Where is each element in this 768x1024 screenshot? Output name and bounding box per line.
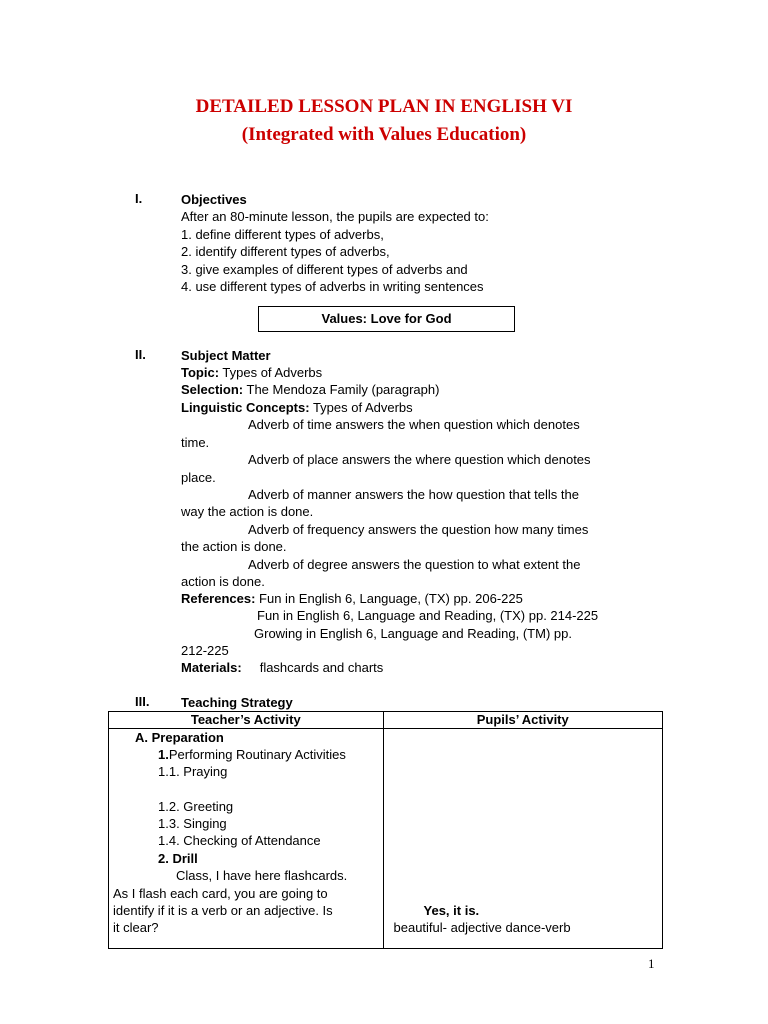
section1-numeral: I. [135, 191, 143, 206]
routine-number: 1. [158, 747, 169, 762]
section3-heading: Teaching Strategy [181, 695, 293, 710]
table-row [109, 729, 663, 949]
document-subtitle: (Integrated with Values Education) [241, 124, 527, 145]
preparation-heading: A. Preparation [135, 730, 224, 745]
materials-label: Materials: [181, 660, 242, 675]
concept-line: Adverb of manner answers the how question that tells the [248, 487, 579, 502]
concept-line: action is done. [181, 574, 265, 589]
materials-value: flashcards and charts [259, 660, 384, 675]
teaching-strategy-table [108, 711, 663, 949]
drill-line: Class, I have here flashcards. [176, 868, 348, 883]
topic-label: Topic: [181, 365, 220, 380]
concept-line: Adverb of degree answers the question to what extent the [248, 557, 581, 572]
routine-line [158, 746, 346, 763]
section2-numeral: II. [135, 347, 146, 362]
topic-value: Types of Adverbs [219, 365, 323, 380]
reference-item: Fun in English 6, Language, (TX) pp. 206-225 [255, 591, 523, 606]
pupils-activity-header: Pupils’ Activity [383, 712, 662, 729]
reference-item: Growing in English 6, Language and Reading, (TM) pp. [254, 626, 572, 641]
objective-item: 4. use different types of adverbs in writing sentences [181, 279, 484, 294]
praying-item: 1.1. Praying [158, 764, 228, 779]
section1-heading: Objectives [181, 192, 247, 207]
concept-line: place. [181, 470, 216, 485]
page-number: 1 [648, 956, 655, 971]
values-box: Values: Love for God [258, 306, 515, 332]
selection-value: The Mendoza Family (paragraph) [243, 382, 440, 397]
teacher-activity-header: Teacher’s Activity [109, 712, 384, 729]
drill-line: it clear? [113, 920, 159, 935]
concept-line: Adverb of place answers the where question which denotes [248, 452, 591, 467]
reference-item: 212-225 [181, 643, 229, 658]
concept-line: Adverb of frequency answers the question how many times [248, 522, 589, 537]
concept-line: time. [181, 435, 210, 450]
topic-line [181, 364, 322, 381]
attendance-item: 1.4. Checking of Attendance [158, 833, 321, 848]
concept-line: way the action is done. [181, 504, 314, 519]
objective-item: 1. define different types of adverbs, [181, 227, 384, 242]
objective-item: 2. identify different types of adverbs, [181, 244, 390, 259]
singing-item: 1.3. Singing [158, 816, 227, 831]
pupil-examples: beautiful- adjective dance-verb [393, 920, 571, 935]
section2-heading: Subject Matter [181, 348, 271, 363]
linguistic-line [181, 399, 413, 416]
selection-line [181, 381, 439, 398]
materials-line [181, 659, 383, 676]
selection-label: Selection: [181, 382, 244, 397]
drill-line: identify if it is a verb or an adjective. Is [113, 903, 333, 918]
reference-item: Fun in English 6, Language and Reading, (TX) pp. 214-225 [257, 608, 599, 623]
references-line [181, 590, 523, 607]
table-header-row [109, 712, 663, 729]
routine-text: Performing Routinary Activities [168, 747, 346, 762]
pupils-activity-cell [383, 729, 662, 949]
linguistic-value: Types of Adverbs [309, 400, 413, 415]
section3-numeral: III. [135, 694, 150, 709]
linguistic-label: Linguistic Concepts: [181, 400, 310, 415]
pupil-answer: Yes, it is. [423, 903, 480, 918]
objectives-intro: After an 80-minute lesson, the pupils are expected to: [181, 209, 489, 224]
teacher-activity-cell [109, 729, 384, 949]
references-label: References: [181, 591, 256, 606]
greeting-item: 1.2. Greeting [158, 799, 234, 814]
concept-line: Adverb of time answers the when question which denotes [248, 417, 580, 432]
concept-line: the action is done. [181, 539, 287, 554]
objective-item: 3. give examples of different types of adverbs and [181, 262, 468, 277]
drill-line: As I flash each card, you are going to [113, 886, 328, 901]
drill-heading: 2. Drill [158, 851, 198, 866]
document-title: DETAILED LESSON PLAN IN ENGLISH VI [195, 96, 573, 117]
